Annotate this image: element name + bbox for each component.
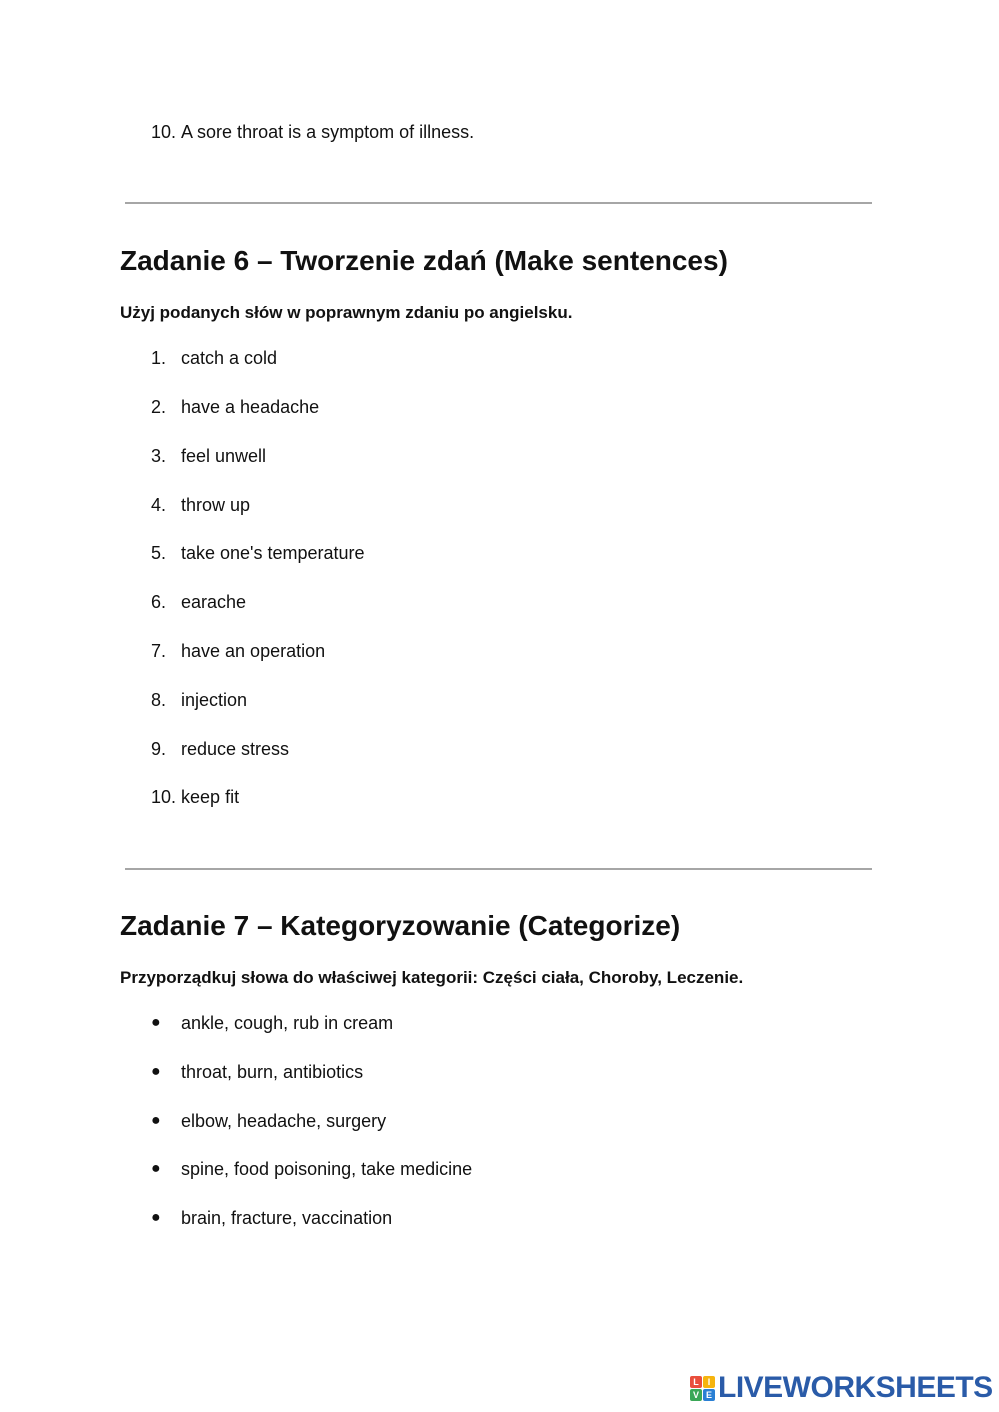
bullet-icon: ●	[151, 1014, 161, 1031]
section-divider	[125, 202, 872, 204]
item-text: take one's temperature	[181, 543, 365, 563]
item-number: 2.	[151, 397, 167, 417]
list-item	[151, 1207, 392, 1229]
list-item	[151, 591, 246, 613]
item-number: 1.	[151, 348, 167, 368]
list-item	[151, 121, 474, 143]
list-item	[151, 396, 319, 418]
list-item	[151, 542, 365, 564]
item-text: catch a cold	[181, 348, 278, 368]
list-item	[151, 640, 325, 662]
item-number: 3.	[151, 446, 167, 466]
item-text: A sore throat is a symptom of illness.	[181, 122, 475, 142]
list-item	[151, 1061, 363, 1083]
item-text: feel unwell	[181, 446, 267, 466]
item-text: elbow, headache, surgery	[181, 1111, 387, 1131]
list-item	[151, 738, 289, 760]
item-text: keep fit	[181, 787, 240, 807]
logo-letter-l: L	[690, 1376, 702, 1388]
bullet-icon: ●	[151, 1063, 161, 1080]
item-text: reduce stress	[181, 739, 290, 759]
item-text: ankle, cough, rub in cream	[181, 1013, 394, 1033]
list-item	[151, 1158, 472, 1180]
task7-title: Zadanie 7 – Kategoryzowanie (Categorize)	[120, 910, 681, 941]
logo-letter-e: E	[703, 1389, 715, 1401]
list-item	[151, 1012, 393, 1034]
task6-title: Zadanie 6 – Tworzenie zdań (Make sentences)	[120, 245, 728, 276]
list-item	[151, 347, 277, 369]
bullet-icon: ●	[151, 1112, 161, 1129]
item-number: 10.	[151, 122, 177, 142]
item-text: throw up	[181, 495, 251, 515]
item-text: have an operation	[181, 641, 326, 661]
item-number: 8.	[151, 690, 167, 710]
liveworksheets-logo	[690, 1372, 993, 1404]
section-divider	[125, 868, 872, 870]
list-item	[151, 689, 247, 711]
bullet-icon: ●	[151, 1160, 161, 1177]
logo-mark-icon	[690, 1376, 715, 1401]
item-text: spine, food poisoning, take medicine	[181, 1159, 473, 1179]
task7-instruction: Przyporządkuj słowa do właściwej kategorii: Części ciała, Choroby, Leczenie.	[120, 968, 744, 987]
item-number: 6.	[151, 592, 167, 612]
logo-letter-i: I	[703, 1376, 715, 1388]
item-number: 5.	[151, 543, 167, 563]
item-text: earache	[181, 592, 247, 612]
item-text: brain, fracture, vaccination	[181, 1208, 393, 1228]
item-number: 4.	[151, 495, 167, 515]
bullet-icon: ●	[151, 1209, 161, 1226]
list-item	[151, 494, 250, 516]
item-text: throat, burn, antibiotics	[181, 1062, 364, 1082]
task6-instruction: Użyj podanych słów w poprawnym zdaniu po angielsku.	[120, 303, 573, 322]
item-text: injection	[181, 690, 248, 710]
logo-letter-v: V	[690, 1389, 702, 1401]
item-number: 9.	[151, 739, 167, 759]
list-item	[151, 1110, 386, 1132]
list-item	[151, 786, 239, 808]
item-number: 10.	[151, 787, 177, 807]
item-number: 7.	[151, 641, 167, 661]
list-item	[151, 445, 266, 467]
logo-text: LIVEWORKSHEETS	[718, 1371, 993, 1404]
item-text: have a headache	[181, 397, 320, 417]
